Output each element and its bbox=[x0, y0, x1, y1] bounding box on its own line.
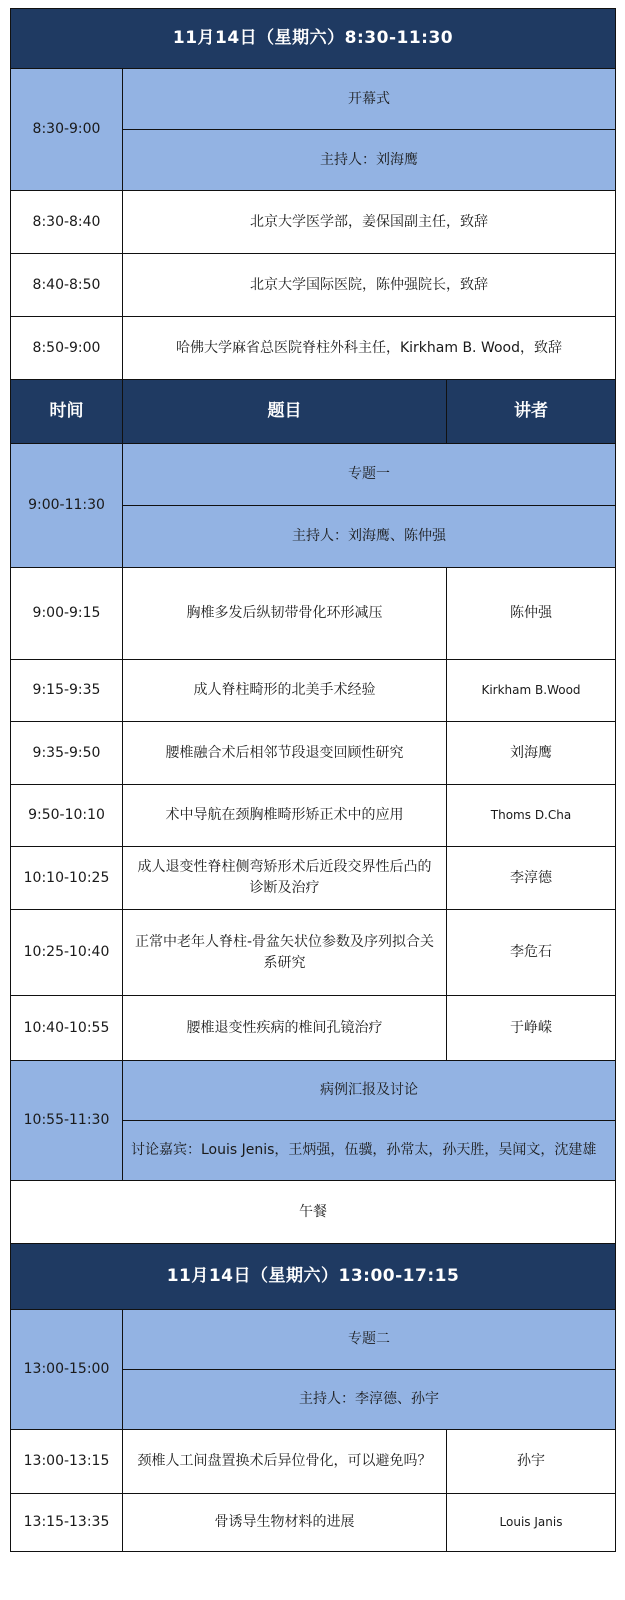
talk-speaker: 陈仲强 bbox=[447, 568, 616, 660]
speech-time: 8:50-9:00 bbox=[11, 317, 123, 380]
talk-row bbox=[11, 785, 616, 847]
afternoon-banner: 11月14日（星期六）13:00-17:15 bbox=[11, 1244, 616, 1310]
talk-speaker: Louis Janis bbox=[447, 1494, 616, 1552]
speech-time: 8:40-8:50 bbox=[11, 254, 123, 317]
discussion-time: 10:55-11:30 bbox=[11, 1061, 123, 1181]
talk-speaker: 于峥嵘 bbox=[447, 996, 616, 1061]
column-header-speaker: 讲者 bbox=[447, 380, 616, 444]
speech-text: 北京大学医学部，姜保国副主任，致辞 bbox=[123, 191, 616, 254]
session1-title-row bbox=[11, 444, 616, 506]
column-header-time: 时间 bbox=[11, 380, 123, 444]
talk-time: 9:50-10:10 bbox=[11, 785, 123, 847]
session1-title: 专题一 bbox=[123, 444, 616, 506]
talk-speaker: 李危石 bbox=[447, 910, 616, 996]
talk-time: 9:35-9:50 bbox=[11, 722, 123, 785]
schedule-table bbox=[10, 8, 616, 1552]
column-header-topic: 题目 bbox=[123, 380, 447, 444]
column-header-row bbox=[11, 380, 616, 444]
talk-speaker: 孙宇 bbox=[447, 1430, 616, 1494]
talk-topic: 颈椎人工间盘置换术后异位骨化，可以避免吗？ bbox=[123, 1430, 447, 1494]
talk-speaker: 李淳德 bbox=[447, 847, 616, 910]
session2-title: 专题二 bbox=[123, 1310, 616, 1370]
opening-title-row bbox=[11, 69, 616, 130]
morning-banner-row bbox=[11, 9, 616, 69]
talk-time: 9:15-9:35 bbox=[11, 660, 123, 722]
session1-host: 主持人：刘海鹰、陈仲强 bbox=[123, 506, 616, 568]
talk-time: 10:25-10:40 bbox=[11, 910, 123, 996]
talk-time: 13:15-13:35 bbox=[11, 1494, 123, 1552]
talk-row bbox=[11, 568, 616, 660]
talk-row bbox=[11, 1430, 616, 1494]
discussion-guests: 讨论嘉宾：Louis Jenis，王炳强，伍骥，孙常太，孙天胜，吴闻文，沈建雄 bbox=[123, 1121, 616, 1181]
opening-title: 开幕式 bbox=[123, 69, 616, 130]
opening-speech-row bbox=[11, 191, 616, 254]
discussion-title: 病例汇报及讨论 bbox=[123, 1061, 616, 1121]
talk-time: 9:00-9:15 bbox=[11, 568, 123, 660]
talk-row bbox=[11, 722, 616, 785]
session1-time: 9:00-11:30 bbox=[11, 444, 123, 568]
morning-banner: 11月14日（星期六）8:30-11:30 bbox=[11, 9, 616, 69]
speech-time: 8:30-8:40 bbox=[11, 191, 123, 254]
talk-topic: 成人退变性脊柱侧弯矫形术后近段交界性后凸的诊断及治疗 bbox=[123, 847, 447, 910]
talk-row bbox=[11, 660, 616, 722]
schedule-sheet bbox=[10, 8, 615, 1552]
talk-row bbox=[11, 847, 616, 910]
talk-topic: 正常中老年人脊柱-骨盆矢状位参数及序列拟合关系研究 bbox=[123, 910, 447, 996]
opening-speech-row bbox=[11, 254, 616, 317]
afternoon-banner-row bbox=[11, 1244, 616, 1310]
session2-title-row bbox=[11, 1310, 616, 1370]
discussion-title-row bbox=[11, 1061, 616, 1121]
lunch-label: 午餐 bbox=[11, 1181, 616, 1244]
talk-topic: 骨诱导生物材料的进展 bbox=[123, 1494, 447, 1552]
opening-host: 主持人：刘海鹰 bbox=[123, 130, 616, 191]
session2-time: 13:00-15:00 bbox=[11, 1310, 123, 1430]
talk-time: 13:00-13:15 bbox=[11, 1430, 123, 1494]
talk-topic: 术中导航在颈胸椎畸形矫正术中的应用 bbox=[123, 785, 447, 847]
talk-topic: 胸椎多发后纵韧带骨化环形减压 bbox=[123, 568, 447, 660]
lunch-row bbox=[11, 1181, 616, 1244]
session2-host: 主持人：李淳德、孙宇 bbox=[123, 1370, 616, 1430]
talk-time: 10:10-10:25 bbox=[11, 847, 123, 910]
speech-text: 哈佛大学麻省总医院脊柱外科主任，Kirkham B. Wood，致辞 bbox=[123, 317, 616, 380]
talk-topic: 腰椎退变性疾病的椎间孔镜治疗 bbox=[123, 996, 447, 1061]
opening-time: 8:30-9:00 bbox=[11, 69, 123, 191]
talk-topic: 成人脊柱畸形的北美手术经验 bbox=[123, 660, 447, 722]
talk-speaker: Kirkham B.Wood bbox=[447, 660, 616, 722]
talk-speaker: Thoms D.Cha bbox=[447, 785, 616, 847]
opening-speech-row bbox=[11, 317, 616, 380]
talk-topic: 腰椎融合术后相邻节段退变回顾性研究 bbox=[123, 722, 447, 785]
talk-row bbox=[11, 1494, 616, 1552]
talk-time: 10:40-10:55 bbox=[11, 996, 123, 1061]
talk-speaker: 刘海鹰 bbox=[447, 722, 616, 785]
talk-row bbox=[11, 996, 616, 1061]
talk-row bbox=[11, 910, 616, 996]
speech-text: 北京大学国际医院，陈仲强院长，致辞 bbox=[123, 254, 616, 317]
